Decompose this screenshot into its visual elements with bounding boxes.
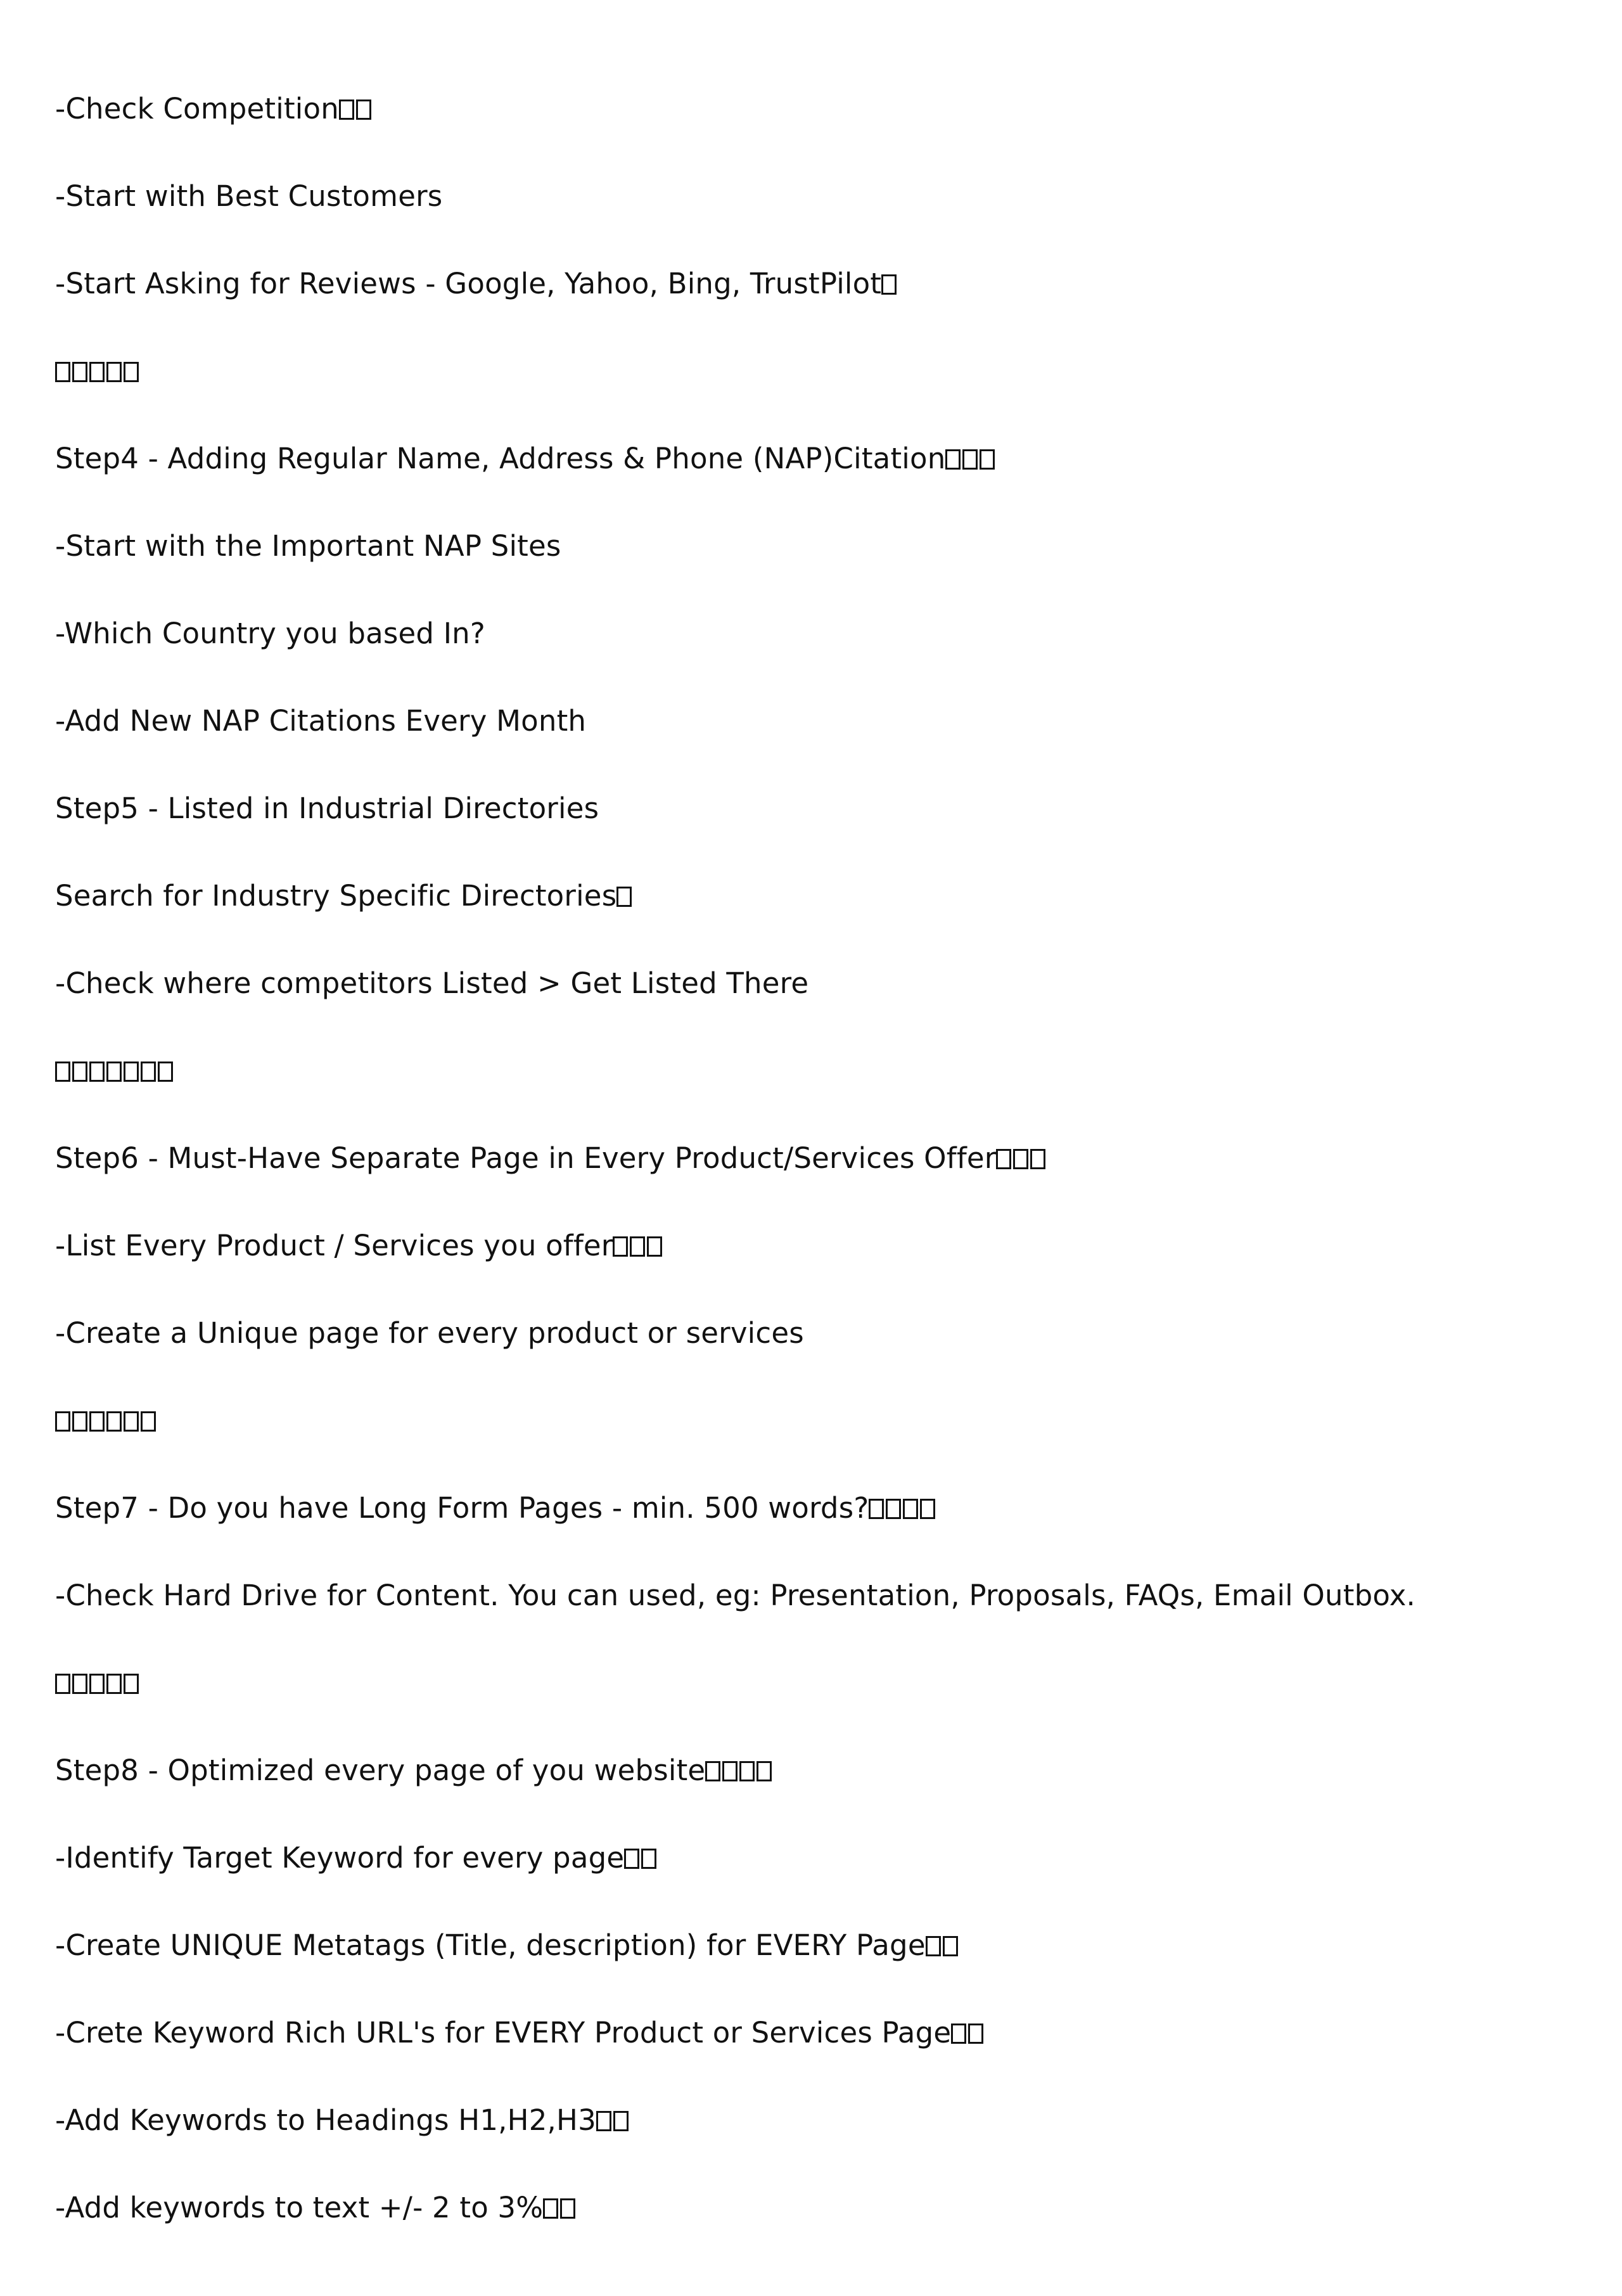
missing-glyph-icon	[616, 887, 632, 907]
missing-glyph-icon	[980, 449, 995, 470]
missing-glyph-boxes	[616, 879, 632, 913]
missing-glyph-icon	[72, 1411, 87, 1432]
text-line-unique-page: -Create a Unique page for every product or services	[55, 1316, 804, 1350]
missing-glyph-icon	[89, 1061, 105, 1082]
missing-glyph-icon	[89, 1411, 105, 1432]
missing-glyph-boxes	[705, 1754, 772, 1787]
missing-glyph-icon	[141, 1411, 156, 1432]
missing-glyph-boxes	[624, 1841, 656, 1875]
text-line-step8-heading: Step8 - Optimized every page of you website	[55, 1752, 772, 1790]
missing-glyph-icon	[356, 99, 371, 120]
text-line-industry-directories: Search for Industry Specific Directories	[55, 877, 632, 915]
text-line-keyword-density: -Add keywords to text +/- 2 to 3%	[55, 2189, 575, 2227]
missing-glyph-icon	[543, 2198, 558, 2219]
missing-glyph-icon	[124, 1674, 139, 1694]
missing-glyph-icon	[613, 2111, 629, 2131]
missing-glyph-icon	[613, 1236, 628, 1257]
text-line-competitors-listed: -Check where competitors Listed > Get Listed There	[55, 966, 809, 1000]
missing-glyph-icon	[55, 1411, 70, 1432]
missing-glyph-icon	[624, 1849, 639, 1869]
missing-glyph-icon	[89, 362, 105, 382]
missing-glyph-icon	[962, 449, 978, 470]
missing-glyph-icon	[886, 1499, 901, 1519]
missing-glyph-icon	[560, 2198, 575, 2219]
missing-glyph-icon	[968, 2023, 983, 2044]
missing-glyph-icon	[106, 1411, 122, 1432]
missing-glyph-icon	[739, 1761, 755, 1781]
missing-glyph-boxes	[55, 1666, 139, 1700]
missing-glyph-icon	[630, 1236, 645, 1257]
missing-glyph-icon	[55, 1061, 70, 1082]
missing-glyph-icon	[72, 362, 87, 382]
missing-glyph-icon	[951, 2023, 966, 2044]
text-line-keyword-urls: -Crete Keyword Rich URL's for EVERY Product or Services Page	[55, 2014, 983, 2052]
missing-glyph-icon	[903, 1499, 918, 1519]
missing-glyph-icon	[920, 1499, 935, 1519]
missing-glyph-boxes	[596, 2103, 629, 2137]
missing-glyph-boxes	[945, 442, 995, 475]
missing-glyph-icon	[641, 1849, 656, 1869]
text-line-unique-metatags: -Create UNIQUE Metatags (Title, description) for EVERY Page	[55, 1927, 958, 1965]
missing-glyph-icon	[722, 1761, 738, 1781]
missing-glyph-icon	[647, 1236, 662, 1257]
missing-glyph-boxes	[996, 1141, 1045, 1175]
text-line-glyph-row-2	[55, 1052, 173, 1090]
missing-glyph-icon	[943, 1936, 958, 1956]
missing-glyph-icon	[996, 1149, 1011, 1169]
missing-glyph-icon	[869, 1499, 884, 1519]
missing-glyph-icon	[339, 99, 354, 120]
missing-glyph-boxes	[926, 1928, 958, 1962]
missing-glyph-icon	[945, 449, 961, 470]
text-line-glyph-row-1	[55, 352, 139, 390]
text-line-asking-reviews: -Start Asking for Reviews - Google, Yahoo, Bing, TrustPilot	[55, 265, 897, 303]
missing-glyph-boxes	[339, 92, 371, 125]
text-line-keyword-headings: -Add Keywords to Headings H1,H2,H3	[55, 2101, 629, 2139]
missing-glyph-icon	[72, 1061, 87, 1082]
text-line-glyph-row-3	[55, 1402, 156, 1440]
text-line-hard-drive-content: -Check Hard Drive for Content. You can used, eg: Presentation, Proposals, FAQs, Email Outbox.	[55, 1579, 1416, 1612]
missing-glyph-boxes	[543, 2191, 575, 2224]
missing-glyph-icon	[106, 1061, 122, 1082]
text-line-list-products: -List Every Product / Services you offer	[55, 1227, 662, 1265]
missing-glyph-icon	[158, 1061, 173, 1082]
missing-glyph-icon	[141, 1061, 156, 1082]
missing-glyph-icon	[124, 1061, 139, 1082]
missing-glyph-boxes	[55, 354, 139, 388]
missing-glyph-icon	[1013, 1149, 1028, 1169]
missing-glyph-icon	[1030, 1149, 1045, 1169]
text-line-check-competition: -Check Competition	[55, 90, 371, 128]
missing-glyph-icon	[124, 1411, 139, 1432]
text-line-step7-heading: Step7 - Do you have Long Form Pages - min. 500 words?	[55, 1489, 935, 1527]
missing-glyph-icon	[55, 362, 70, 382]
missing-glyph-icon	[106, 1674, 122, 1694]
missing-glyph-icon	[124, 362, 139, 382]
missing-glyph-boxes	[869, 1491, 935, 1525]
text-line-glyph-row-4	[55, 1664, 139, 1702]
missing-glyph-icon	[926, 1936, 941, 1956]
missing-glyph-boxes	[881, 267, 897, 300]
missing-glyph-boxes	[613, 1229, 662, 1262]
missing-glyph-icon	[757, 1761, 772, 1781]
text-line-which-country: -Which Country you based In?	[55, 617, 485, 650]
text-line-new-nap-citations: -Add New NAP Citations Every Month	[55, 704, 587, 738]
missing-glyph-icon	[596, 2111, 611, 2131]
missing-glyph-icon	[72, 1674, 87, 1694]
missing-glyph-icon	[106, 362, 122, 382]
text-line-best-customers: -Start with Best Customers	[55, 179, 443, 213]
missing-glyph-boxes	[55, 1054, 173, 1087]
missing-glyph-boxes	[951, 2016, 983, 2049]
missing-glyph-icon	[55, 1674, 70, 1694]
missing-glyph-boxes	[55, 1404, 156, 1437]
text-line-step5-heading: Step5 - Listed in Industrial Directories	[55, 792, 599, 825]
text-line-important-nap-sites: -Start with the Important NAP Sites	[55, 529, 561, 563]
text-line-step6-heading: Step6 - Must-Have Separate Page in Every Product/Services Offer	[55, 1139, 1045, 1177]
missing-glyph-icon	[881, 274, 897, 295]
missing-glyph-icon	[89, 1674, 105, 1694]
text-line-target-keyword: -Identify Target Keyword for every page	[55, 1839, 656, 1877]
text-line-step4-heading: Step4 - Adding Regular Name, Address & Phone (NAP)Citation	[55, 440, 995, 478]
missing-glyph-icon	[705, 1761, 720, 1781]
